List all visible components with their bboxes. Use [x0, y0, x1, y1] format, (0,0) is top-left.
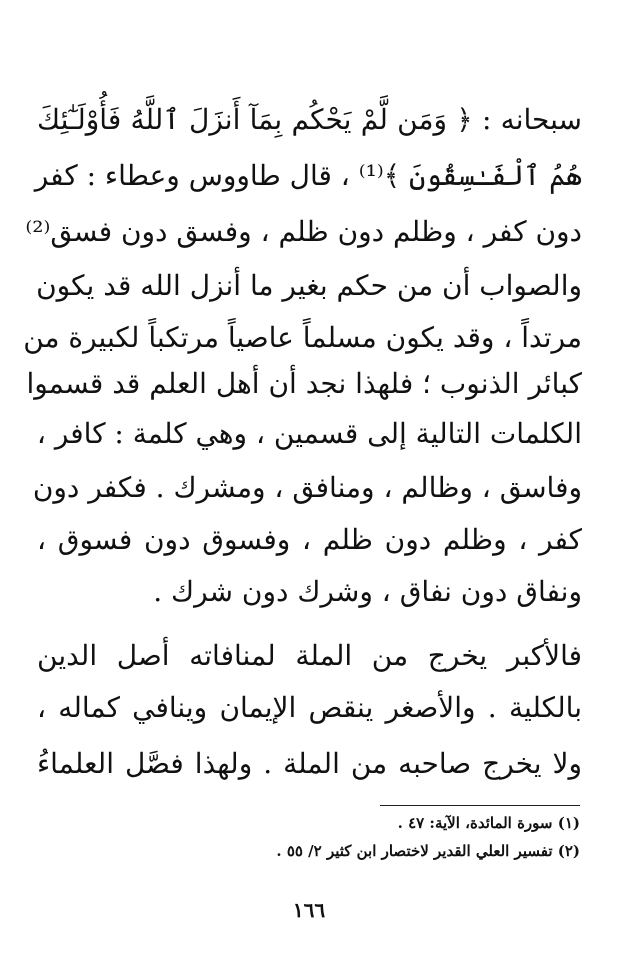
body-line-6: كبائر الذنوب ؛ فلهذا نجد أن أهل العلم قد قسموا	[26, 367, 582, 400]
footnote-divider	[380, 805, 580, 806]
body-line-1: سبحانه : ﴿ وَمَن لَّمْ يَحْكُم بِمَآ أَنزَلَ ٱللَّهُ فَأُوْلَـٰٓئِكَ	[37, 103, 582, 136]
footnote-1: (١) سورة المائدة، الآية: ٤٧ .	[397, 814, 580, 832]
body-line-12: بالكلية . والأصغر ينقص الإيمان وينافي كماله ،	[37, 691, 582, 724]
body-line-10: ونفاق دون نفاق ، وشرك دون شرك .	[153, 575, 582, 608]
body-line-8: وفاسق ، وظالم ، ومنافق ، ومشرك . فكفر دون	[32, 471, 582, 504]
body-line-4: والصواب أن من حكم بغير ما أنزل الله قد يكون	[36, 269, 582, 302]
body-line-3: دون كفر ، وظلم دون ظلم ، وفسق دون فسق⁽²⁾	[25, 215, 582, 248]
footnote-2: (٢) تفسير العلي القدير لاختصار ابن كثير ٢/ ٥٥ .	[276, 842, 580, 860]
body-line-11: فالأكبر يخرج من الملة لمنافاته أصل الدين	[37, 639, 582, 672]
body-line-13: ولا يخرج صاحبه من الملة . ولهذا فصَّل العلماءُ	[37, 747, 582, 780]
body-line-2: هُمُ ٱلْفَـٰسِقُونَ ﴾⁽¹⁾ ، قال طاووس وعطاء : كفر	[34, 159, 582, 192]
body-line-9: كفر ، وظلم دون ظلم ، وفسوق دون فسوق ،	[37, 523, 582, 556]
body-line-7: الكلمات التالية إلى قسمين ، وهي كلمة : كافر ،	[36, 417, 582, 450]
body-line-5: مرتداً ، وقد يكون مسلماً عاصياً مرتكباً لكبيرة من	[23, 321, 582, 354]
page-number: ١٦٦	[292, 898, 326, 922]
